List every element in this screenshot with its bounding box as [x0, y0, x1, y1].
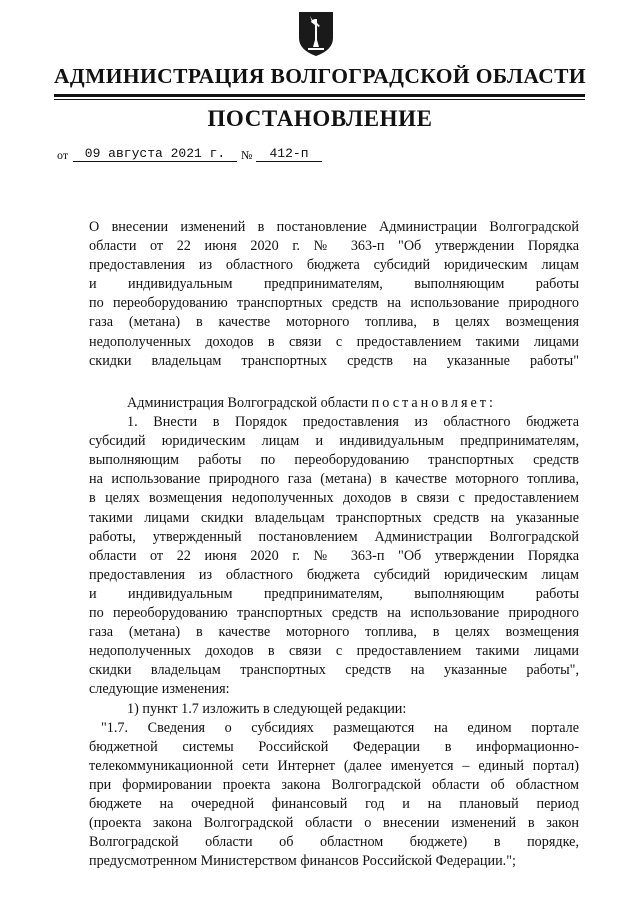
item-line: на использование природного газа (метана) в качестве моторного топлива,	[89, 471, 579, 488]
resolution-title	[89, 218, 579, 371]
item-line: и индивидуальным предпринимателям, выполняющим работы	[89, 585, 579, 602]
quote-line: телекоммуникационной сети Интернет (далее именуется – единый портал)	[89, 757, 579, 774]
preamble-text: Администрация Волгоградской области	[127, 395, 372, 411]
title-line: по переоборудованию транспортных средств на использование природного	[89, 295, 579, 312]
title-line: О внесении изменений в постановление Администрации Волгоградской	[89, 219, 579, 235]
quote-line: Волгоградской области об областном бюджете) в порядке,	[89, 834, 579, 851]
header-rule-thick	[54, 94, 585, 97]
quote-line: "1.7. Сведения о субсидиях размещаются на едином портале	[101, 719, 579, 736]
item-line: выполняющим работы по переоборудованию транспортных средств	[89, 452, 579, 469]
item-line: недополученных доходов в связи с предоставлением такими лицами	[89, 643, 579, 660]
item-line: следующие изменения:	[89, 681, 230, 698]
item-line: субсидий юридическим лицам и индивидуальным предпринимателям,	[89, 433, 579, 450]
item-line: предоставления из областного бюджета субсидий юридическим лицам	[89, 566, 579, 583]
item-line: работы, утвержденный постановлением Администрации Волгоградской	[89, 528, 579, 545]
preamble	[89, 394, 579, 413]
title-line: предоставления из областного бюджета субсидий юридическим лицам	[89, 257, 579, 274]
subitem-line: 1) пункт 1.7 изложить в следующей редакции:	[127, 700, 407, 717]
quote-line: при формировании проекта закона Волгоградской области об областном	[89, 776, 579, 793]
item-line: в целях возмещения недополученных доходов в связи с предоставлением	[89, 490, 579, 507]
item-line: области от 22 июня 2020 г. № 363-п "Об утверждении Порядка	[89, 547, 579, 564]
from-label: от	[57, 148, 69, 162]
header-rule-thin	[54, 99, 585, 100]
item-line: по переоборудованию транспортных средств на использование природного	[89, 605, 579, 622]
coat-of-arms-emblem	[296, 10, 336, 58]
quote-line: (проекта закона Волгоградской области о внесении изменений в закон	[89, 815, 579, 832]
resolution-body	[89, 394, 579, 871]
number-label: №	[241, 148, 253, 162]
item-line: такими лицами скидки владельцам транспортных средств на указанные	[89, 509, 579, 526]
quote-line: бюджете на очередной финансовый год и на плановый период	[89, 795, 579, 812]
title-line: области от 22 июня 2020 г. № 363-п "Об утверждении Порядка	[89, 238, 579, 255]
title-line: недополученных доходов в связи с предоставлением такими лицами	[89, 333, 579, 350]
quote-line: предусмотренном Министерством финансов Российской Федерации.";	[89, 853, 516, 870]
quote-line: бюджетной системы Российской Федерации в информационно-	[89, 738, 579, 755]
preamble-decree-word: постановляет:	[371, 395, 496, 411]
document-number: 412-п	[256, 146, 322, 162]
document-date: 09 августа 2021 г.	[73, 146, 237, 162]
organization-title: АДМИНИСТРАЦИЯ ВОЛГОГРАДСКОЙ ОБЛАСТИ	[53, 64, 587, 88]
document-type-title: ПОСТАНОВЛЕНИЕ	[207, 106, 433, 131]
item-line: 1. Внести в Порядок предоставления из областного бюджета	[127, 414, 579, 431]
title-line: и индивидуальным предпринимателям, выполняющим работы	[89, 276, 579, 293]
item-line: газа (метана) в качестве моторного топлива, в целях возмещения	[89, 624, 579, 641]
title-line: газа (метана) в качестве моторного топлива, в целях возмещения	[89, 314, 579, 331]
title-line: скидки владельцам транспортных средств на указанные работы"	[89, 352, 579, 369]
item-line: скидки владельцам транспортных средств на указанные работы",	[89, 662, 579, 679]
